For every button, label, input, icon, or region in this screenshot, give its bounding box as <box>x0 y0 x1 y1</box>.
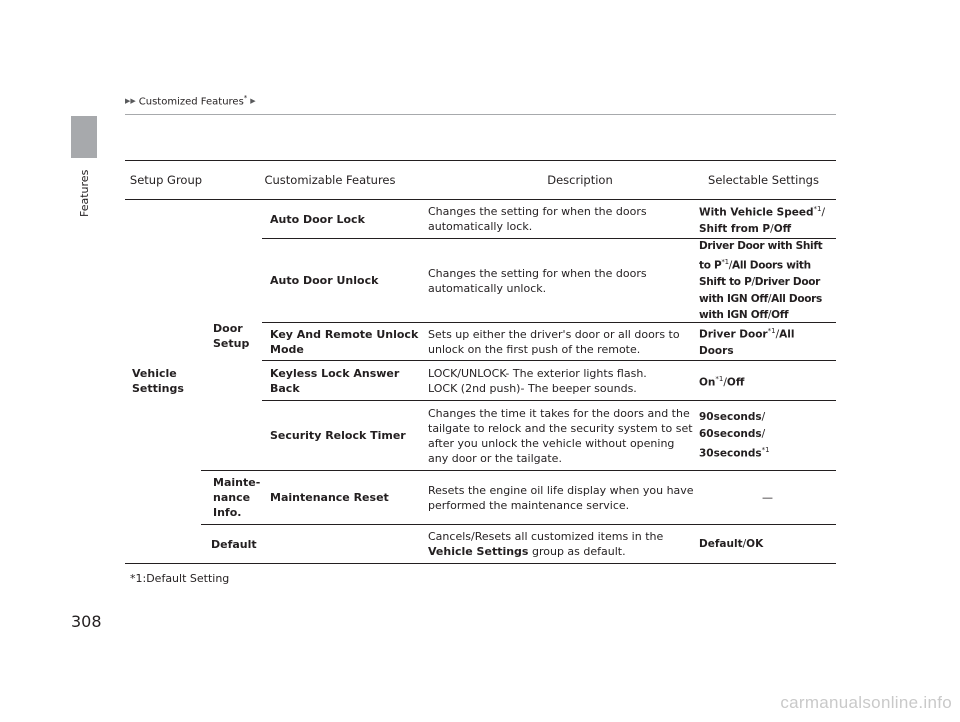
side-section-label: Features <box>78 170 91 218</box>
feature-keyless-lock-answer-back: Keyless Lock Answer Back <box>270 366 400 395</box>
header-setup-group: Setup Group <box>129 173 203 187</box>
section-tab-marker <box>71 116 97 158</box>
table-bottom-rule <box>125 563 836 564</box>
watermark-logo: carmanualsonline.info <box>780 693 952 712</box>
description-keyless-lock-answer-back: LOCK/UNLOCK- The exterior lights flash. LOCK (2nd push)- The beeper sounds. <box>428 366 647 395</box>
breadcrumb-triangle-icon: ▶▶ <box>125 96 136 105</box>
subgroup-door-setup: Door Setup <box>213 322 250 350</box>
settings-security-relock-timer: 90seconds/ 60seconds/ 30seconds$^{*1}$ <box>699 411 770 460</box>
feature-auto-door-unlock: Auto Door Unlock <box>270 274 379 287</box>
settings-default: Default/OK <box>699 537 764 550</box>
description-key-remote-unlock-mode: Sets up either the driver's door or all doors to unlock on the first push of the remote. <box>428 327 680 356</box>
header-customizable-features: Customizable Features <box>264 173 396 187</box>
breadcrumb-text[interactable]: Customized Features* <box>138 94 248 108</box>
description-default: Cancels/Resets all customized items in the Vehicle Settings group as default. <box>428 530 664 558</box>
page-number: 308 <box>71 612 102 631</box>
breadcrumb-triangle-icon: ▶ <box>250 96 256 105</box>
header-rule <box>125 114 836 115</box>
settings-auto-door-lock: With Vehicle Speed$^{*1}$/ Shift from P/Off <box>699 204 826 235</box>
header-description: Description <box>547 173 613 187</box>
feature-key-remote-unlock-mode: Key And Remote Unlock Mode <box>270 327 419 356</box>
settings-key-remote-unlock-mode: Driver Door$^{*1}$/All Doors <box>699 327 795 358</box>
footnote-default-setting: *1:Default Setting <box>130 572 230 585</box>
feature-auto-door-lock: Auto Door Lock <box>270 212 365 226</box>
description-auto-door-unlock: Changes the setting for when the doors automatically unlock. <box>428 266 647 295</box>
description-maintenance-reset: Resets the engine oil life display when you have performed the maintenance service. <box>428 483 694 512</box>
breadcrumb <box>125 94 256 107</box>
table-header <box>125 160 836 200</box>
settings-maintenance-reset: — <box>762 491 773 504</box>
header-selectable-settings: Selectable Settings <box>708 173 819 187</box>
description-auto-door-lock: Changes the setting for when the doors automatically lock. <box>428 205 647 233</box>
subgroup-maintenance-info: Mainte- nance Info. <box>213 476 261 519</box>
feature-security-relock-timer: Security Relock Timer <box>270 429 406 442</box>
settings-keyless-lock-answer-back: On$^{*1}$/Off <box>699 374 745 388</box>
description-security-relock-timer: Changes the time it takes for the doors and the tailgate to relock and the security system to set after you unlock the vehicle without opening any door or the tailgate. <box>428 406 693 465</box>
feature-maintenance-reset: Maintenance Reset <box>270 491 389 504</box>
group-vehicle-settings: Vehicle Settings <box>132 367 184 395</box>
settings-auto-door-unlock: Driver Door with Shift to $P^{*1}$/All Doors with Shift to P/Driver Door with IGN Off/All Doors with IGN Off/Off <box>699 239 823 321</box>
feature-default: Default <box>211 537 257 551</box>
